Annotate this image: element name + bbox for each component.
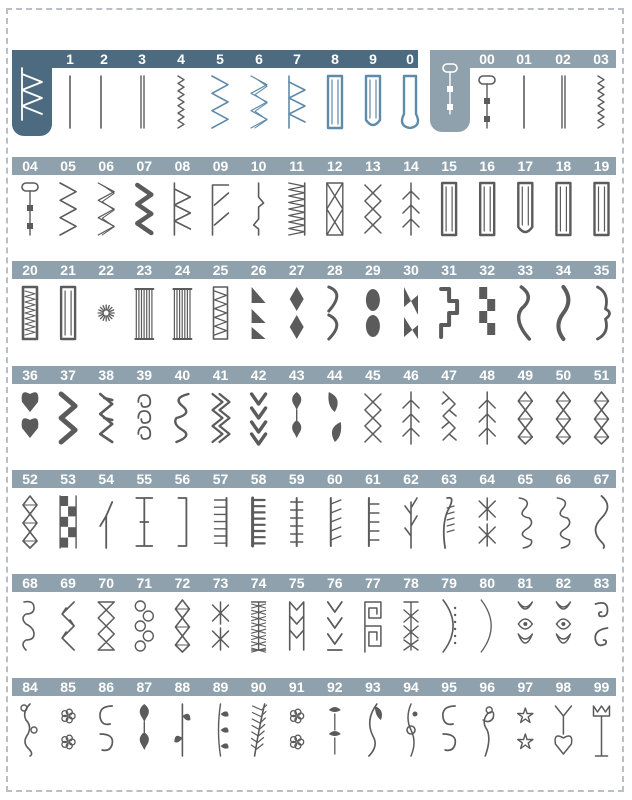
stitch-number: 93 (365, 679, 381, 695)
stitch-comb-dense-icon[interactable] (253, 498, 265, 546)
stitch-buttonhole-icon[interactable] (442, 183, 456, 235)
stitch-zigzag-3step-icon[interactable] (251, 76, 267, 128)
stitch-birds-icon[interactable] (329, 707, 341, 754)
stitch-number: 12 (327, 158, 343, 174)
stitch-zigzag-icon[interactable] (212, 76, 228, 128)
stitch-arrow-icon[interactable] (100, 502, 112, 548)
stitch-diamonds-icon[interactable] (290, 287, 304, 339)
stitch-buttonhole-icon[interactable] (480, 183, 494, 235)
stitch-fern-icon[interactable] (405, 498, 417, 548)
stitch-swirls-icon[interactable] (443, 706, 456, 750)
stitch-asterisk-icon[interactable] (213, 602, 229, 650)
stitch-number: 95 (441, 679, 457, 695)
stitch-arc-icon[interactable] (481, 600, 491, 652)
stitch-number: 52 (22, 471, 38, 487)
stitch-number: 96 (479, 679, 495, 695)
stitch-buttonhole-icon[interactable] (61, 287, 75, 339)
stitch-number: 82 (555, 575, 572, 591)
stitch-number: 83 (593, 575, 610, 591)
stitch-number: 06 (98, 158, 114, 174)
stitch-number: 46 (403, 367, 419, 383)
stitch-number: 42 (250, 367, 267, 383)
stitch-blind-hem-icon[interactable] (289, 76, 305, 128)
stitch-eyelet-icon[interactable] (98, 305, 114, 321)
stitch-number: 85 (60, 679, 76, 695)
stitch-number: 50 (555, 367, 572, 383)
stitch-wave-bold-icon[interactable] (558, 287, 568, 339)
stitch-number: 53 (60, 471, 76, 487)
stitch-s-curves-icon[interactable] (175, 394, 188, 442)
stitch-satin-zigzag-icon[interactable] (137, 185, 151, 233)
stitch-s-wave-icon[interactable] (596, 496, 608, 548)
stitch-ovals-icon[interactable] (366, 289, 380, 337)
stitch-number: 72 (174, 575, 191, 591)
stitch-zigzag-icon[interactable] (60, 183, 76, 235)
stitch-lattice-icon[interactable] (404, 602, 418, 650)
stitch-chevrons-icon[interactable] (252, 394, 266, 444)
stitch-buttonhole-icon[interactable] (595, 183, 609, 235)
stitch-comb-icon[interactable] (215, 498, 227, 546)
stitch-feather-icon[interactable] (479, 392, 495, 444)
stitch-number: 99 (593, 679, 610, 695)
stitch-number: 36 (22, 367, 38, 383)
stitch-zig-outline-icon[interactable] (100, 394, 112, 442)
stitch-triangles-icon[interactable] (252, 287, 266, 339)
stitch-buttonhole-icon[interactable] (328, 76, 342, 128)
stitch-asterisk-icon[interactable] (479, 498, 495, 546)
stitch-leaf-pairs-icon[interactable] (219, 704, 229, 756)
stitch-diamond-lattice-icon[interactable] (556, 392, 570, 444)
stitch-number: 05 (60, 158, 76, 174)
stitch-number: 1 (66, 51, 74, 67)
stitch-number: 51 (593, 367, 610, 383)
stitch-number: 94 (403, 679, 419, 695)
stitch-number: 56 (174, 471, 191, 487)
stitch-number: 32 (479, 262, 495, 278)
stitch-buttonhole-keyhole-icon[interactable] (402, 76, 418, 128)
stitch-number: 90 (250, 679, 267, 695)
stitch-stretch-icon[interactable] (178, 76, 184, 128)
stitch-slant-satin-icon[interactable] (404, 287, 418, 339)
stitch-darning-icon[interactable] (135, 289, 153, 339)
stitch-number: 19 (593, 158, 610, 174)
stitch-number: 37 (60, 367, 76, 383)
stitch-checker-icon[interactable] (60, 496, 76, 548)
stitch-number: 66 (555, 471, 572, 487)
stitch-number: 80 (479, 575, 495, 591)
stitch-number: 78 (403, 575, 419, 591)
stitch-number: 07 (136, 158, 153, 174)
stitch-wave-icon[interactable] (519, 287, 530, 339)
stitch-feather-zig-icon[interactable] (442, 392, 456, 440)
stitch-number: 22 (98, 262, 114, 278)
stitch-number: 0 (406, 51, 414, 67)
stitch-step-blocks-icon[interactable] (479, 287, 495, 335)
stitch-button-sew-icon[interactable] (479, 76, 495, 128)
stitch-scallop-bold-icon[interactable] (598, 287, 610, 339)
stitch-number: 30 (403, 262, 419, 278)
stitch-number: 58 (250, 471, 267, 487)
stitch-i-beam-icon[interactable] (136, 498, 152, 546)
stitch-number: 20 (22, 262, 38, 278)
stitch-circles-icon[interactable] (135, 601, 153, 651)
stitch-number: 39 (136, 367, 153, 383)
stitch-number: 70 (98, 575, 114, 591)
stitch-number: 43 (288, 367, 305, 383)
stitch-number: 8 (331, 51, 339, 67)
stitch-stars-icon[interactable] (518, 708, 533, 749)
stitch-number: 2 (100, 51, 108, 67)
stitch-diamond-lattice-icon[interactable] (595, 392, 609, 444)
stitch-hearts-outline-icon[interactable] (555, 706, 572, 754)
stitch-number: 81 (517, 575, 534, 591)
stitch-number: 61 (365, 471, 381, 487)
stitch-number: 55 (136, 471, 153, 487)
stitch-number: 25 (212, 262, 229, 278)
stitch-number: 64 (479, 471, 495, 487)
stitch-blind-hem-icon[interactable] (174, 183, 190, 235)
stitch-hourglass-icon[interactable] (518, 602, 532, 643)
stitch-chevron-box-icon[interactable] (290, 602, 304, 650)
stitch-number: 89 (212, 679, 229, 695)
stitch-cross-icon[interactable] (365, 185, 381, 233)
stitch-number: 63 (441, 471, 457, 487)
stitch-swirls-icon[interactable] (100, 706, 113, 750)
stitch-tulips-icon[interactable] (292, 392, 301, 438)
stitch-leaves-icon[interactable] (328, 392, 341, 442)
stitch-number: 60 (327, 471, 343, 487)
stitch-number: 75 (288, 575, 305, 591)
stitch-comb-right-icon[interactable] (369, 498, 379, 546)
stitch-leaf-vine-icon[interactable] (369, 704, 382, 756)
stitch-darning-icon[interactable] (173, 289, 191, 339)
stitch-triple-straight-icon[interactable] (562, 76, 565, 128)
stitch-herringbone-icon[interactable] (62, 602, 74, 650)
stitch-crowns-icon[interactable] (594, 706, 610, 756)
stitch-number: 62 (403, 471, 419, 487)
stitch-number: 88 (174, 679, 191, 695)
stitch-zig-solid-icon[interactable] (61, 394, 75, 442)
stitch-cross-icon[interactable] (365, 394, 381, 442)
stitch-diamond-lattice-icon[interactable] (175, 600, 189, 652)
stitch-curly-icon[interactable] (557, 498, 569, 548)
stitch-number: 34 (555, 262, 572, 278)
stitch-fern-leaf-icon[interactable] (251, 704, 266, 756)
stitch-number: 21 (60, 262, 76, 278)
stitch-number: 03 (593, 51, 609, 67)
stitch-number: 59 (288, 471, 305, 487)
stitch-triple-straight-icon[interactable] (141, 76, 144, 128)
stitch-spirals-icon[interactable] (138, 395, 150, 439)
stitch-number: 67 (593, 471, 610, 487)
stitch-tulips-icon[interactable] (140, 704, 149, 750)
stitch-number: 16 (479, 158, 495, 174)
stitch-hearts-icon[interactable] (22, 392, 39, 438)
stitch-number: 92 (327, 679, 343, 695)
stitch-number: 38 (98, 367, 114, 383)
stitch-feather-icon[interactable] (403, 183, 419, 235)
stitch-number: 97 (517, 679, 534, 695)
stitch-number: 45 (365, 367, 381, 383)
stitch-number: 54 (98, 471, 114, 487)
stitch-buttonhole-icon[interactable] (556, 183, 570, 235)
stitch-number: 76 (327, 575, 343, 591)
stitch-number: 40 (174, 367, 191, 383)
stitch-scallop-icon[interactable] (329, 287, 337, 339)
stitch-hook-icon[interactable] (444, 498, 454, 548)
stitch-buttonhole-round-icon[interactable] (518, 183, 532, 232)
stitch-number: 14 (403, 158, 419, 174)
stitch-stretch-icon[interactable] (598, 76, 604, 128)
stitch-number: 09 (212, 158, 229, 174)
stitch-greek-key-icon[interactable] (365, 602, 381, 652)
stitch-number: 18 (555, 158, 572, 174)
stitch-number: 84 (22, 679, 38, 695)
stitch-overcast-icon[interactable] (289, 183, 305, 235)
stitch-number: 9 (369, 51, 377, 67)
stitch-number: 04 (22, 158, 38, 174)
stitch-number: 35 (593, 262, 610, 278)
stitch-button-sew-icon[interactable] (22, 183, 38, 235)
stitch-bartack-zig-icon[interactable] (214, 287, 228, 339)
stitch-vine-icon[interactable] (21, 704, 37, 756)
stitch-comb-slant-icon[interactable] (331, 498, 341, 546)
stitch-zig-double-icon[interactable] (213, 394, 230, 442)
stitch-feather-icon[interactable] (403, 392, 419, 444)
stitch-number: 47 (441, 367, 457, 383)
stitch-number: 44 (327, 367, 343, 383)
stitch-number: 73 (212, 575, 229, 591)
stitch-number: 08 (174, 158, 191, 174)
stitch-flower-vine-icon[interactable] (407, 704, 418, 756)
stitch-serpentine-icon[interactable] (23, 602, 34, 650)
stitch-number: 65 (517, 471, 534, 487)
stitch-number: 33 (517, 262, 534, 278)
stitch-bartack-icon[interactable] (23, 287, 37, 339)
stitch-arc-dots-icon[interactable] (443, 600, 456, 652)
stitch-number: 71 (136, 575, 153, 591)
stitch-number: 69 (60, 575, 76, 591)
stitch-overlock-box-icon[interactable] (327, 183, 343, 235)
stitch-number: 29 (365, 262, 381, 278)
stitch-hem-slant-icon[interactable] (213, 185, 229, 235)
stitch-number: 7 (293, 51, 301, 67)
stitch-cross-box-icon[interactable] (98, 602, 114, 650)
stitch-number: 79 (441, 575, 457, 591)
stitch-number: 17 (517, 158, 534, 174)
stitch-number: 41 (212, 367, 229, 383)
stitch-number: 28 (327, 262, 343, 278)
stitch-buttonhole-round-icon[interactable] (366, 76, 380, 125)
stitch-number: 11 (289, 158, 305, 174)
stitch-diamond-lattice-icon[interactable] (518, 392, 532, 444)
stitch-flowers-icon[interactable] (291, 709, 304, 749)
stitch-number: 49 (517, 367, 534, 383)
stitch-bracket-icon[interactable] (178, 498, 186, 546)
stitch-number: 02 (555, 51, 571, 67)
stitch-diamond-lattice-icon[interactable] (23, 496, 37, 548)
stitch-number: 68 (22, 575, 38, 591)
stitch-number: 86 (98, 679, 114, 695)
stitch-flowers-icon[interactable] (62, 709, 75, 749)
stitch-lattice-dense-icon[interactable] (252, 602, 266, 652)
stitch-number: 74 (250, 575, 267, 591)
stitch-hourglass-icon[interactable] (556, 602, 570, 643)
stitch-number: 77 (365, 575, 381, 591)
stitch-number: 23 (136, 262, 153, 278)
stitch-number: 98 (555, 679, 572, 695)
stitch-comb-cross-icon[interactable] (291, 498, 303, 546)
stitch-number: 31 (441, 262, 457, 278)
stitch-step-icon[interactable] (441, 289, 457, 337)
stitch-number: 26 (250, 262, 267, 278)
stitch-vine-leaves-icon[interactable] (174, 704, 190, 756)
stitch-spiral-s-icon[interactable] (595, 603, 607, 645)
stitch-number: 4 (177, 51, 185, 67)
stitch-number: 10 (250, 158, 267, 174)
stitch-number: 91 (288, 679, 305, 695)
stitch-number: 24 (174, 262, 191, 278)
stitch-number: 6 (255, 51, 263, 67)
stitch-number: 5 (216, 51, 224, 67)
stitch-number: 00 (479, 51, 495, 67)
stitch-number: 3 (138, 51, 146, 67)
stitch-curly-icon[interactable] (519, 498, 531, 548)
stitch-chevron-down-icon[interactable] (328, 602, 342, 650)
stitch-number: 27 (288, 262, 305, 278)
stitch-number: 87 (136, 679, 153, 695)
stitch-blind-hem-narrow-icon[interactable] (254, 183, 264, 235)
selected-stitch-tab (12, 50, 52, 136)
stitch-number: 01 (516, 51, 532, 67)
stitch-number: 15 (441, 158, 457, 174)
stitch-number: 48 (479, 367, 495, 383)
stitch-rose-icon[interactable] (483, 707, 493, 756)
stitch-zigzag-3step-icon[interactable] (98, 183, 114, 235)
stitch-number: 57 (212, 471, 229, 487)
stitch-number: 13 (365, 158, 381, 174)
